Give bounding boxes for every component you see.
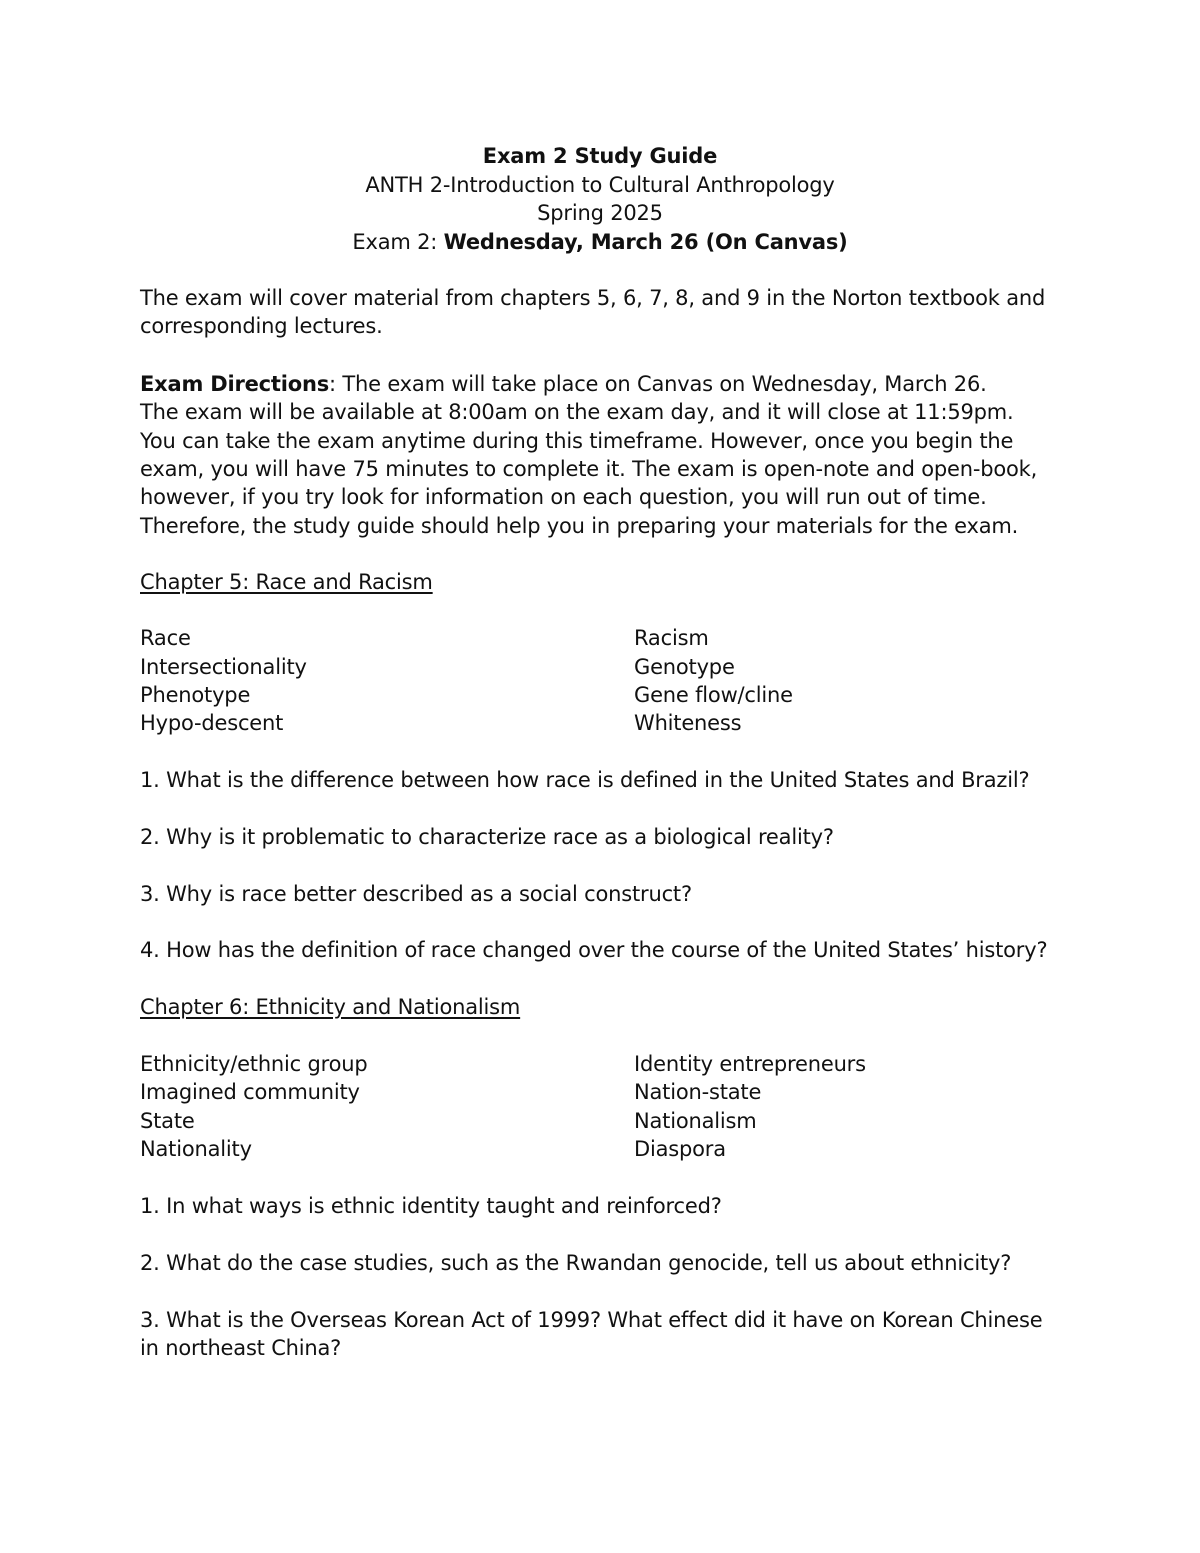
chapter5-heading: Chapter 5: Race and Racism xyxy=(140,570,433,594)
ch6-term: Ethnicity/ethnic group xyxy=(140,1052,368,1076)
term: Spring 2025 xyxy=(537,201,663,225)
ch6-term: State xyxy=(140,1109,195,1133)
ch5-term: Racism xyxy=(634,626,709,650)
exam-date-line xyxy=(0,228,1200,256)
directions-line-2: The exam will be available at 8:00am on the exam day, and it will close at 11:59pm. xyxy=(140,400,1014,424)
ch5-term: Race xyxy=(140,626,191,650)
directions-line-1 xyxy=(140,370,987,398)
intro-line-2: corresponding lectures. xyxy=(140,314,383,338)
directions-line-4: exam, you will have 75 minutes to complete it. The exam is open-note and open-book, xyxy=(140,457,1038,481)
exam-label: Exam 2: xyxy=(352,230,444,254)
ch5-question-1: 1. What is the difference between how race is defined in the United States and Brazil? xyxy=(140,768,1030,792)
ch5-question-2: 2. Why is it problematic to characterize race as a biological reality? xyxy=(140,825,834,849)
ch6-question-3: 3. What is the Overseas Korean Act of 1999? What effect did it have on Korean Chinese xyxy=(140,1308,1043,1332)
ch6-term: Identity entrepreneurs xyxy=(634,1052,866,1076)
directions-line-6: Therefore, the study guide should help you in preparing your materials for the exam. xyxy=(140,514,1019,538)
ch6-term: Diaspora xyxy=(634,1137,726,1161)
directions-text: : The exam will take place on Canvas on Wednesday, March 26. xyxy=(329,372,987,396)
ch6-term: Nationalism xyxy=(634,1109,757,1133)
ch6-question-3-cont: in northeast China? xyxy=(140,1336,342,1360)
ch6-term: Nation-state xyxy=(634,1080,762,1104)
ch5-term: Gene flow/cline xyxy=(634,683,793,707)
course-name: ANTH 2-Introduction to Cultural Anthropology xyxy=(365,173,835,197)
ch5-question-4: 4. How has the definition of race changed over the course of the United States’ history? xyxy=(140,938,1048,962)
intro-line-1: The exam will cover material from chapters 5, 6, 7, 8, and 9 in the Norton textbook and xyxy=(140,286,1046,310)
directions-line-3: You can take the exam anytime during this timeframe. However, once you begin the xyxy=(140,429,1014,453)
ch5-term: Whiteness xyxy=(634,711,742,735)
ch5-term: Intersectionality xyxy=(140,655,307,679)
document-title: Exam 2 Study Guide xyxy=(482,144,718,168)
ch5-question-3: 3. Why is race better described as a social construct? xyxy=(140,882,692,906)
ch5-term: Phenotype xyxy=(140,683,251,707)
chapter6-heading: Chapter 6: Ethnicity and Nationalism xyxy=(140,995,521,1019)
ch5-term: Genotype xyxy=(634,655,735,679)
ch6-term: Nationality xyxy=(140,1137,252,1161)
ch6-question-2: 2. What do the case studies, such as the Rwandan genocide, tell us about ethnicity? xyxy=(140,1251,1012,1275)
ch6-question-1: 1. In what ways is ethnic identity taught and reinforced? xyxy=(140,1194,722,1218)
directions-label: Exam Directions xyxy=(140,372,330,396)
ch6-term: Imagined community xyxy=(140,1080,360,1104)
directions-line-5: however, if you try look for information on each question, you will run out of time. xyxy=(140,485,987,509)
exam-date: Wednesday, March 26 (On Canvas) xyxy=(443,230,848,254)
ch5-term: Hypo-descent xyxy=(140,711,284,735)
